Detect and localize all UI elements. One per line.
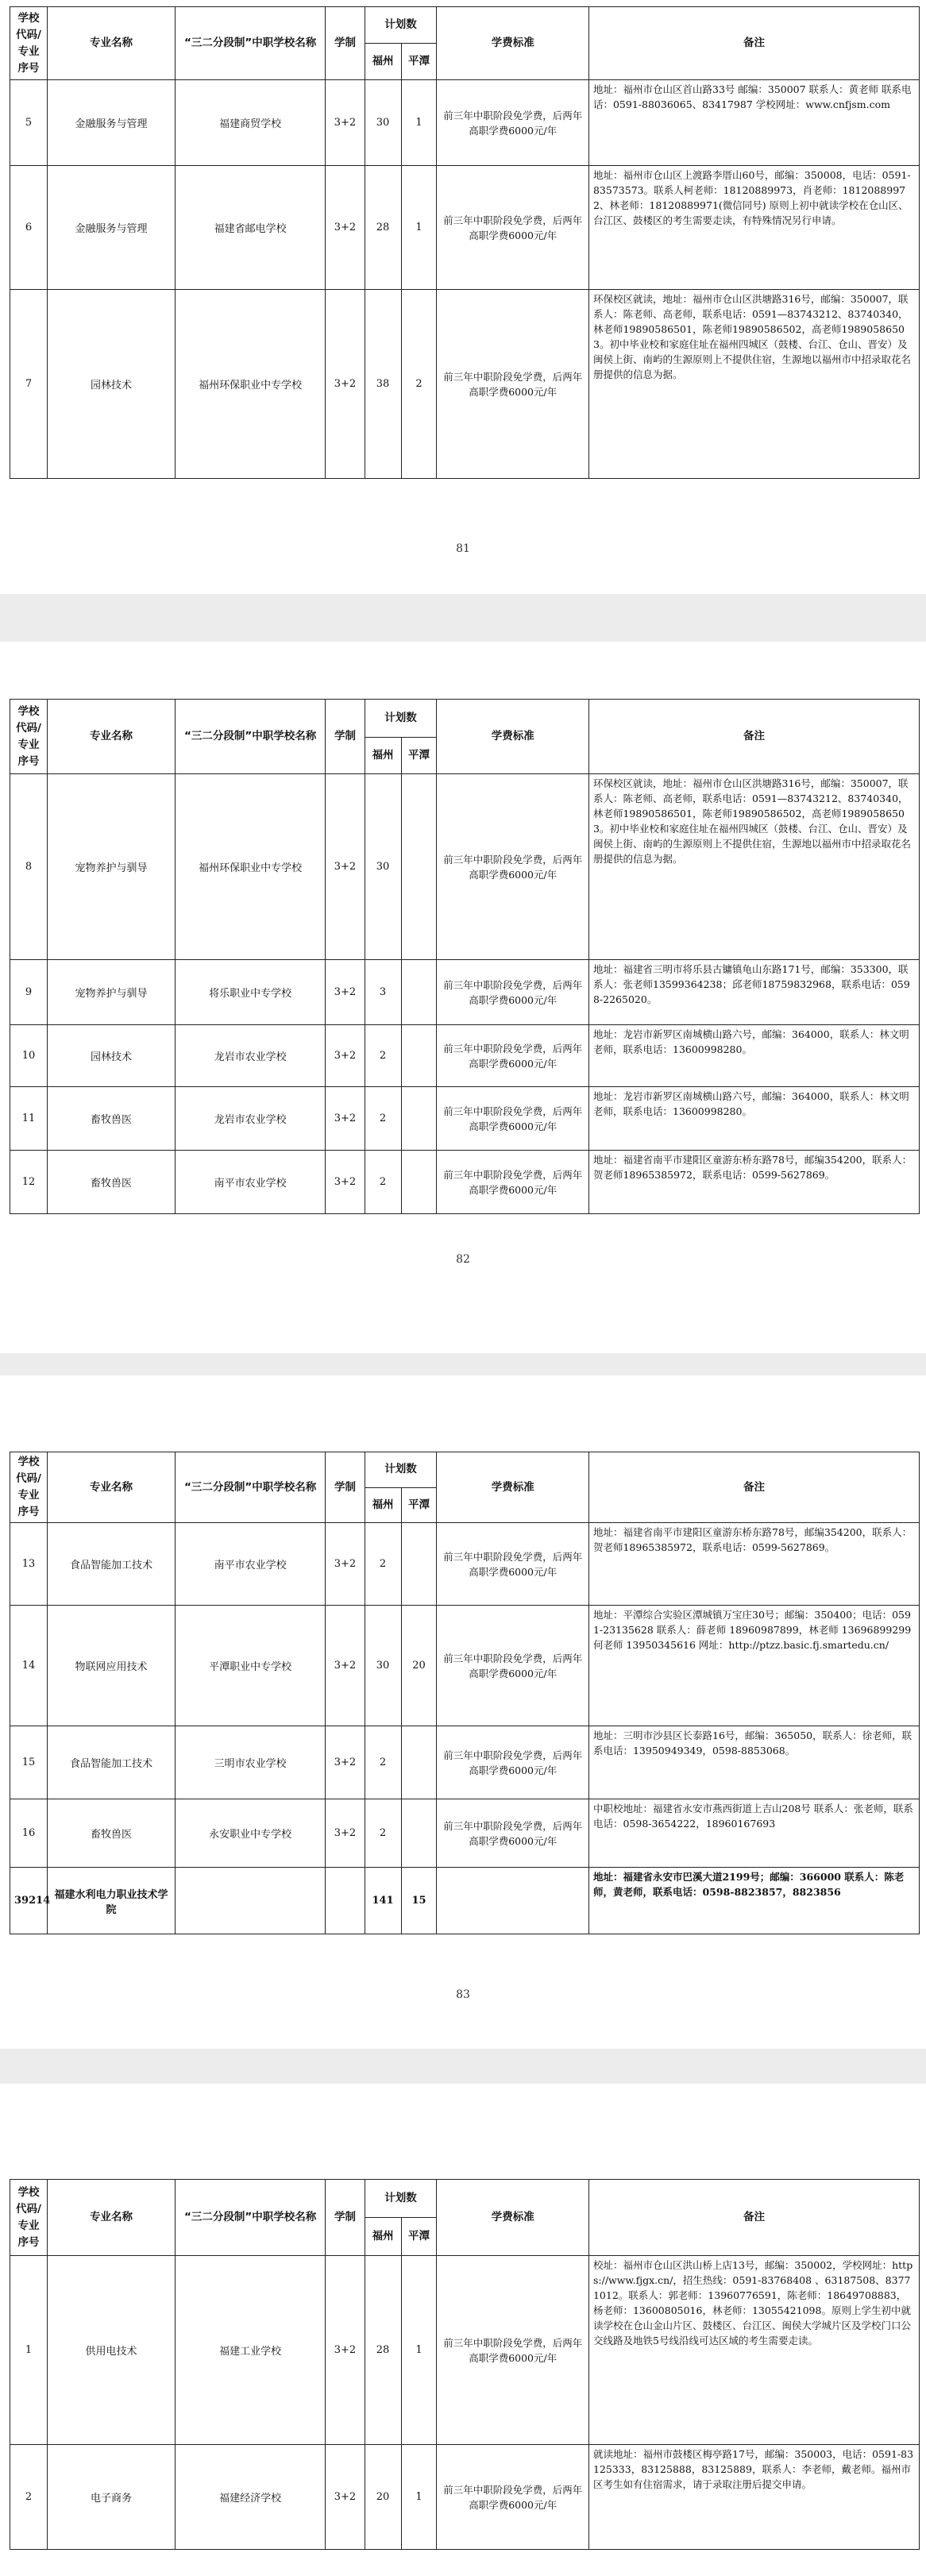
cell-fuzhou: 2 <box>365 1726 401 1799</box>
table-row <box>10 1087 920 1151</box>
cell-code: 11 <box>10 1087 48 1151</box>
header-note: 备注 <box>588 7 919 80</box>
table-row <box>10 1868 920 1934</box>
enrollment-table <box>10 6 920 479</box>
header-system: 学制 <box>326 700 365 774</box>
cell-fuzhou: 30 <box>365 774 401 960</box>
cell-fuzhou: 2 <box>365 1025 401 1087</box>
header-plan: 计划数 <box>365 1452 437 1488</box>
cell-code: 6 <box>10 166 48 290</box>
cell-system: 3+2 <box>326 1606 365 1726</box>
cell-note: 地址：龙岩市新罗区南城横山路六号，邮编：364000，联系人：林文明老师，联系电话：13600998280。 <box>588 1087 919 1151</box>
cell-fee: 前三年中职阶段免学费，后两年高职学费6000元/年 <box>437 1087 589 1151</box>
cell-fee <box>437 1868 589 1934</box>
cell-code: 13 <box>10 1523 48 1606</box>
header-system: 学制 <box>326 7 365 80</box>
cell-system: 3+2 <box>326 1025 365 1087</box>
cell-pingtan: 1 <box>401 80 437 166</box>
cell-major: 宠物养护与驯导 <box>48 774 176 960</box>
header-note: 备注 <box>588 700 919 774</box>
cell-note: 地址：龙岩市新罗区南城横山路六号，邮编：364000，联系人：林文明老师，联系电话：13600998280。 <box>588 1025 919 1087</box>
cell-fuzhou: 2 <box>365 1799 401 1868</box>
header-code: 学校代码/专业序号 <box>10 700 48 774</box>
cell-system: 3+2 <box>326 2256 365 2445</box>
cell-school: 南平市农业学校 <box>175 1151 325 1214</box>
cell-fuzhou: 30 <box>365 80 401 166</box>
cell-major: 园林技术 <box>48 1025 176 1087</box>
cell-school: 三明市农业学校 <box>175 1726 325 1799</box>
cell-system <box>326 1868 365 1934</box>
page-number: 83 <box>456 1988 470 2001</box>
cell-school: 龙岩市农业学校 <box>175 1025 325 1087</box>
cell-system: 3+2 <box>326 1799 365 1868</box>
cell-fee: 前三年中职阶段免学费，后两年高职学费6000元/年 <box>437 1151 589 1214</box>
header-pingtan: 平潭 <box>401 1487 437 1523</box>
header-pingtan: 平潭 <box>401 44 437 80</box>
header-major: 专业名称 <box>48 1452 176 1523</box>
header-system: 学制 <box>326 1452 365 1523</box>
cell-pingtan: 20 <box>401 1606 437 1726</box>
cell-major: 畜牧兽医 <box>48 1799 176 1868</box>
table-header-row <box>10 700 920 738</box>
cell-code: 9 <box>10 960 48 1025</box>
cell-note: 中职校地址：福建省永安市燕西街道上吉山208号 联系人：张老师，联系电话：0598-3654222，18960167693 <box>588 1799 919 1868</box>
cell-system: 3+2 <box>326 1151 365 1214</box>
cell-fee: 前三年中职阶段免学费，后两年高职学费6000元/年 <box>437 80 589 166</box>
table-row <box>10 166 920 290</box>
cell-fuzhou: 38 <box>365 290 401 479</box>
cell-note: 地址：三明市沙县区长泰路16号，邮编：365050，联系人：徐老师，联系电话：13950949349，0598-8853068。 <box>588 1726 919 1799</box>
cell-system: 3+2 <box>326 166 365 290</box>
cell-code: 7 <box>10 290 48 479</box>
cell-system: 3+2 <box>326 2445 365 2550</box>
cell-code: 8 <box>10 774 48 960</box>
cell-fuzhou: 3 <box>365 960 401 1025</box>
cell-note: 地址：福州市仓山区上渡路李厝山60号，邮编：350008，电话：0591-83573573。联系人柯老师：18120889973，肖老师：18120889972、林老师：18120889971(微信同号) 原则上初中就读学校在仓山区、台江区、鼓楼区的考生需要走读，有特殊情况另行申请。 <box>588 166 919 290</box>
cell-school: 龙岩市农业学校 <box>175 1087 325 1151</box>
table-row <box>10 1799 920 1868</box>
cell-school: 福建工业学校 <box>175 2256 325 2445</box>
cell-pingtan <box>401 1087 437 1151</box>
header-plan: 计划数 <box>365 700 437 738</box>
cell-pingtan <box>401 1025 437 1087</box>
cell-system: 3+2 <box>326 774 365 960</box>
cell-note: 环保校区就读，地址：福州市仓山区洪塘路316号，邮编：350007，联系人：陈老师、高老师，联系电话：0591—83743212、83740340，林老师19890586501，陈老师19890586502，高老师19890586503。初中毕业校和家庭住址在福州四城区（鼓楼、台江、仓山、晋安）及闽侯上街、南屿的生源原则上不提供住宿，生源地以福州市中招录取花名册提供的信息为据。 <box>588 290 919 479</box>
cell-major: 食品智能加工技术 <box>48 1726 176 1799</box>
cell-system: 3+2 <box>326 1087 365 1151</box>
header-fuzhou: 福州 <box>365 44 401 80</box>
cell-fee: 前三年中职阶段免学费，后两年高职学费6000元/年 <box>437 1523 589 1606</box>
cell-system: 3+2 <box>326 1726 365 1799</box>
cell-pingtan <box>401 774 437 960</box>
cell-note: 地址：平潭综合实验区潭城镇万宝庄30号；邮编：350400；电话：0591-23135628 联系人：薛老师 18960987899，林老师 13696899299 何老师 13950345616 网址：http://ptzz.basic.fj.smartedu.cn/ <box>588 1606 919 1726</box>
cell-fee: 前三年中职阶段免学费，后两年高职学费6000元/年 <box>437 774 589 960</box>
cell-pingtan: 1 <box>401 2445 437 2550</box>
cell-note: 地址：福州市仓山区首山路33号 邮编：350007 联系人：黄老师 联系电话：0591-88036065、83417987 学校网址：www.cnfjsm.com <box>588 80 919 166</box>
cell-major: 园林技术 <box>48 290 176 479</box>
cell-pingtan: 15 <box>401 1868 437 1934</box>
cell-school: 福建商贸学校 <box>175 80 325 166</box>
header-school: “三二分段制”中职学校名称 <box>175 2180 325 2256</box>
cell-system: 3+2 <box>326 1523 365 1606</box>
cell-note: 地址：福建省永安市巴溪大道2199号；邮编：366000 联系人：陈老师，黄老师，联系电话：0598-8823857，8823856 <box>588 1868 919 1934</box>
cell-system: 3+2 <box>326 80 365 166</box>
cell-code: 10 <box>10 1025 48 1087</box>
cell-school: 平潭职业中专学校 <box>175 1606 325 1726</box>
cell-school: 福建省邮电学校 <box>175 166 325 290</box>
header-major: 专业名称 <box>48 2180 176 2256</box>
cell-fee: 前三年中职阶段免学费，后两年高职学费6000元/年 <box>437 960 589 1025</box>
header-fee: 学费标准 <box>437 700 589 774</box>
cell-note: 就读地址：福州市鼓楼区梅亭路17号，邮编：350003，电话：0591-83125333，83125888，83125889，联系人：李老师，戴老师。福州市区考生如有住宿需求，请于录取注册后提交申请。 <box>588 2445 919 2550</box>
table-row <box>10 2445 920 2550</box>
document-page <box>0 0 926 594</box>
cell-pingtan: 1 <box>401 166 437 290</box>
cell-fuzhou: 2 <box>365 1087 401 1151</box>
cell-pingtan <box>401 1799 437 1868</box>
header-major: 专业名称 <box>48 700 176 774</box>
cell-fee: 前三年中职阶段免学费，后两年高职学费6000元/年 <box>437 290 589 479</box>
cell-major: 供用电技术 <box>48 2256 176 2445</box>
header-plan: 计划数 <box>365 2180 437 2218</box>
document-page <box>0 1375 926 2049</box>
cell-pingtan: 1 <box>401 2256 437 2445</box>
cell-major: 物联网应用技术 <box>48 1606 176 1726</box>
cell-code: 12 <box>10 1151 48 1214</box>
cell-school: 福州环保职业中专学校 <box>175 290 325 479</box>
header-system: 学制 <box>326 2180 365 2256</box>
cell-fuzhou: 30 <box>365 1606 401 1726</box>
cell-school: 永安职业中专学校 <box>175 1799 325 1868</box>
table-row <box>10 1523 920 1606</box>
table-row <box>10 1151 920 1214</box>
header-fee: 学费标准 <box>437 7 589 80</box>
header-school: “三二分段制”中职学校名称 <box>175 700 325 774</box>
cell-code: 5 <box>10 80 48 166</box>
enrollment-table <box>10 1452 920 1934</box>
cell-fuzhou: 141 <box>365 1868 401 1934</box>
table-row <box>10 1726 920 1799</box>
header-plan: 计划数 <box>365 7 437 44</box>
cell-code: 2 <box>10 2445 48 2550</box>
enrollment-table <box>10 2179 920 2550</box>
cell-school <box>175 1868 325 1934</box>
header-school: “三二分段制”中职学校名称 <box>175 1452 325 1523</box>
cell-fee: 前三年中职阶段免学费，后两年高职学费6000元/年 <box>437 1606 589 1726</box>
cell-major: 畜牧兽医 <box>48 1087 176 1151</box>
document-page <box>0 642 926 1353</box>
cell-code: 39214 <box>10 1868 48 1934</box>
cell-major: 金融服务与管理 <box>48 166 176 290</box>
cell-fuzhou: 20 <box>365 2445 401 2550</box>
cell-system: 3+2 <box>326 960 365 1025</box>
cell-code: 16 <box>10 1799 48 1868</box>
cell-school: 福州环保职业中专学校 <box>175 774 325 960</box>
cell-fee: 前三年中职阶段免学费，后两年高职学费6000元/年 <box>437 166 589 290</box>
cell-note: 地址：福建省南平市建阳区童游东桥东路78号，邮编354200，联系人：贺老师18965385972，联系电话：0599-5627869。 <box>588 1523 919 1606</box>
table-header-row <box>10 2180 920 2218</box>
enrollment-table <box>10 699 920 1214</box>
cell-code: 15 <box>10 1726 48 1799</box>
table-row <box>10 1025 920 1087</box>
header-fuzhou: 福州 <box>365 2218 401 2256</box>
header-pingtan: 平潭 <box>401 2218 437 2256</box>
cell-note: 环保校区就读，地址：福州市仓山区洪塘路316号，邮编：350007，联系人：陈老师、高老师，联系电话：0591—83743212、83740340，林老师19890586501，陈老师19890586502，高老师19890586503。初中毕业校和家庭住址在福州四城区（鼓楼、台江、仓山、晋安）及闽侯上街、南屿的生源原则上不提供住宿，生源地以福州市中招录取花名册提供的信息为据。 <box>588 774 919 960</box>
cell-system: 3+2 <box>326 290 365 479</box>
cell-major: 宠物养护与驯导 <box>48 960 176 1025</box>
table-row <box>10 1606 920 1726</box>
cell-school: 福建经济学校 <box>175 2445 325 2550</box>
cell-major: 畜牧兽医 <box>48 1151 176 1214</box>
header-code: 学校代码/专业序号 <box>10 1452 48 1523</box>
cell-fee: 前三年中职阶段免学费，后两年高职学费6000元/年 <box>437 1726 589 1799</box>
cell-note: 地址：福建省三明市将乐县古镛镇龟山东路171号，邮编：353300，联系人：张老师13599364238；邱老师18759832968，联系电话：0598-2265020。 <box>588 960 919 1025</box>
cell-school: 将乐职业中专学校 <box>175 960 325 1025</box>
header-fee: 学费标准 <box>437 1452 589 1523</box>
cell-major: 电子商务 <box>48 2445 176 2550</box>
table-header-row <box>10 1452 920 1488</box>
cell-fuzhou: 2 <box>365 1151 401 1214</box>
header-note: 备注 <box>588 1452 919 1523</box>
header-note: 备注 <box>588 2180 919 2256</box>
header-code: 学校代码/专业序号 <box>10 2180 48 2256</box>
header-fuzhou: 福州 <box>365 1487 401 1523</box>
table-row <box>10 960 920 1025</box>
cell-major: 福建水利电力职业技术学院 <box>48 1868 176 1934</box>
page-number: 82 <box>456 1253 470 1266</box>
table-row <box>10 290 920 479</box>
header-major: 专业名称 <box>48 7 176 80</box>
cell-major: 金融服务与管理 <box>48 80 176 166</box>
cell-pingtan <box>401 1726 437 1799</box>
cell-fuzhou: 28 <box>365 2256 401 2445</box>
document-page <box>0 2084 926 2576</box>
cell-pingtan <box>401 1523 437 1606</box>
table-header-row <box>10 7 920 44</box>
cell-fee: 前三年中职阶段免学费，后两年高职学费6000元/年 <box>437 2256 589 2445</box>
cell-pingtan <box>401 960 437 1025</box>
cell-fee: 前三年中职阶段免学费，后两年高职学费6000元/年 <box>437 1025 589 1087</box>
cell-fee: 前三年中职阶段免学费，后两年高职学费6000元/年 <box>437 2445 589 2550</box>
cell-major: 食品智能加工技术 <box>48 1523 176 1606</box>
header-fee: 学费标准 <box>437 2180 589 2256</box>
header-school: “三二分段制”中职学校名称 <box>175 7 325 80</box>
cell-school: 南平市农业学校 <box>175 1523 325 1606</box>
header-code: 学校代码/专业序号 <box>10 7 48 80</box>
cell-fee: 前三年中职阶段免学费，后两年高职学费6000元/年 <box>437 1799 589 1868</box>
cell-note: 校址：福州市仓山区洪山桥上店13号，邮编：350002，学校网址：https://www.fjgx.cn/，招生热线：0591-83768408 、63187508、83771012。联系人：郭老师：13960776591，陈老师：18649708883，杨老师：13600805016，林老师：13055421098。原则上学生初中就读学校在仓山金山片区、鼓楼区、台江区、闽侯大学城片区及学校门口公交线路及地铁5号线沿线可达区域的考生需要走读。 <box>588 2256 919 2445</box>
page-number: 81 <box>456 542 470 555</box>
table-row <box>10 774 920 960</box>
cell-fuzhou: 2 <box>365 1523 401 1606</box>
table-row <box>10 2256 920 2445</box>
cell-pingtan: 2 <box>401 290 437 479</box>
cell-code: 1 <box>10 2256 48 2445</box>
table-row <box>10 80 920 166</box>
cell-note: 地址：福建省南平市建阳区童游东桥东路78号，邮编354200，联系人：贺老师18965385972，联系电话：0599-5627869。 <box>588 1151 919 1214</box>
cell-fuzhou: 28 <box>365 166 401 290</box>
cell-code: 14 <box>10 1606 48 1726</box>
header-fuzhou: 福州 <box>365 738 401 774</box>
cell-pingtan <box>401 1151 437 1214</box>
header-pingtan: 平潭 <box>401 738 437 774</box>
